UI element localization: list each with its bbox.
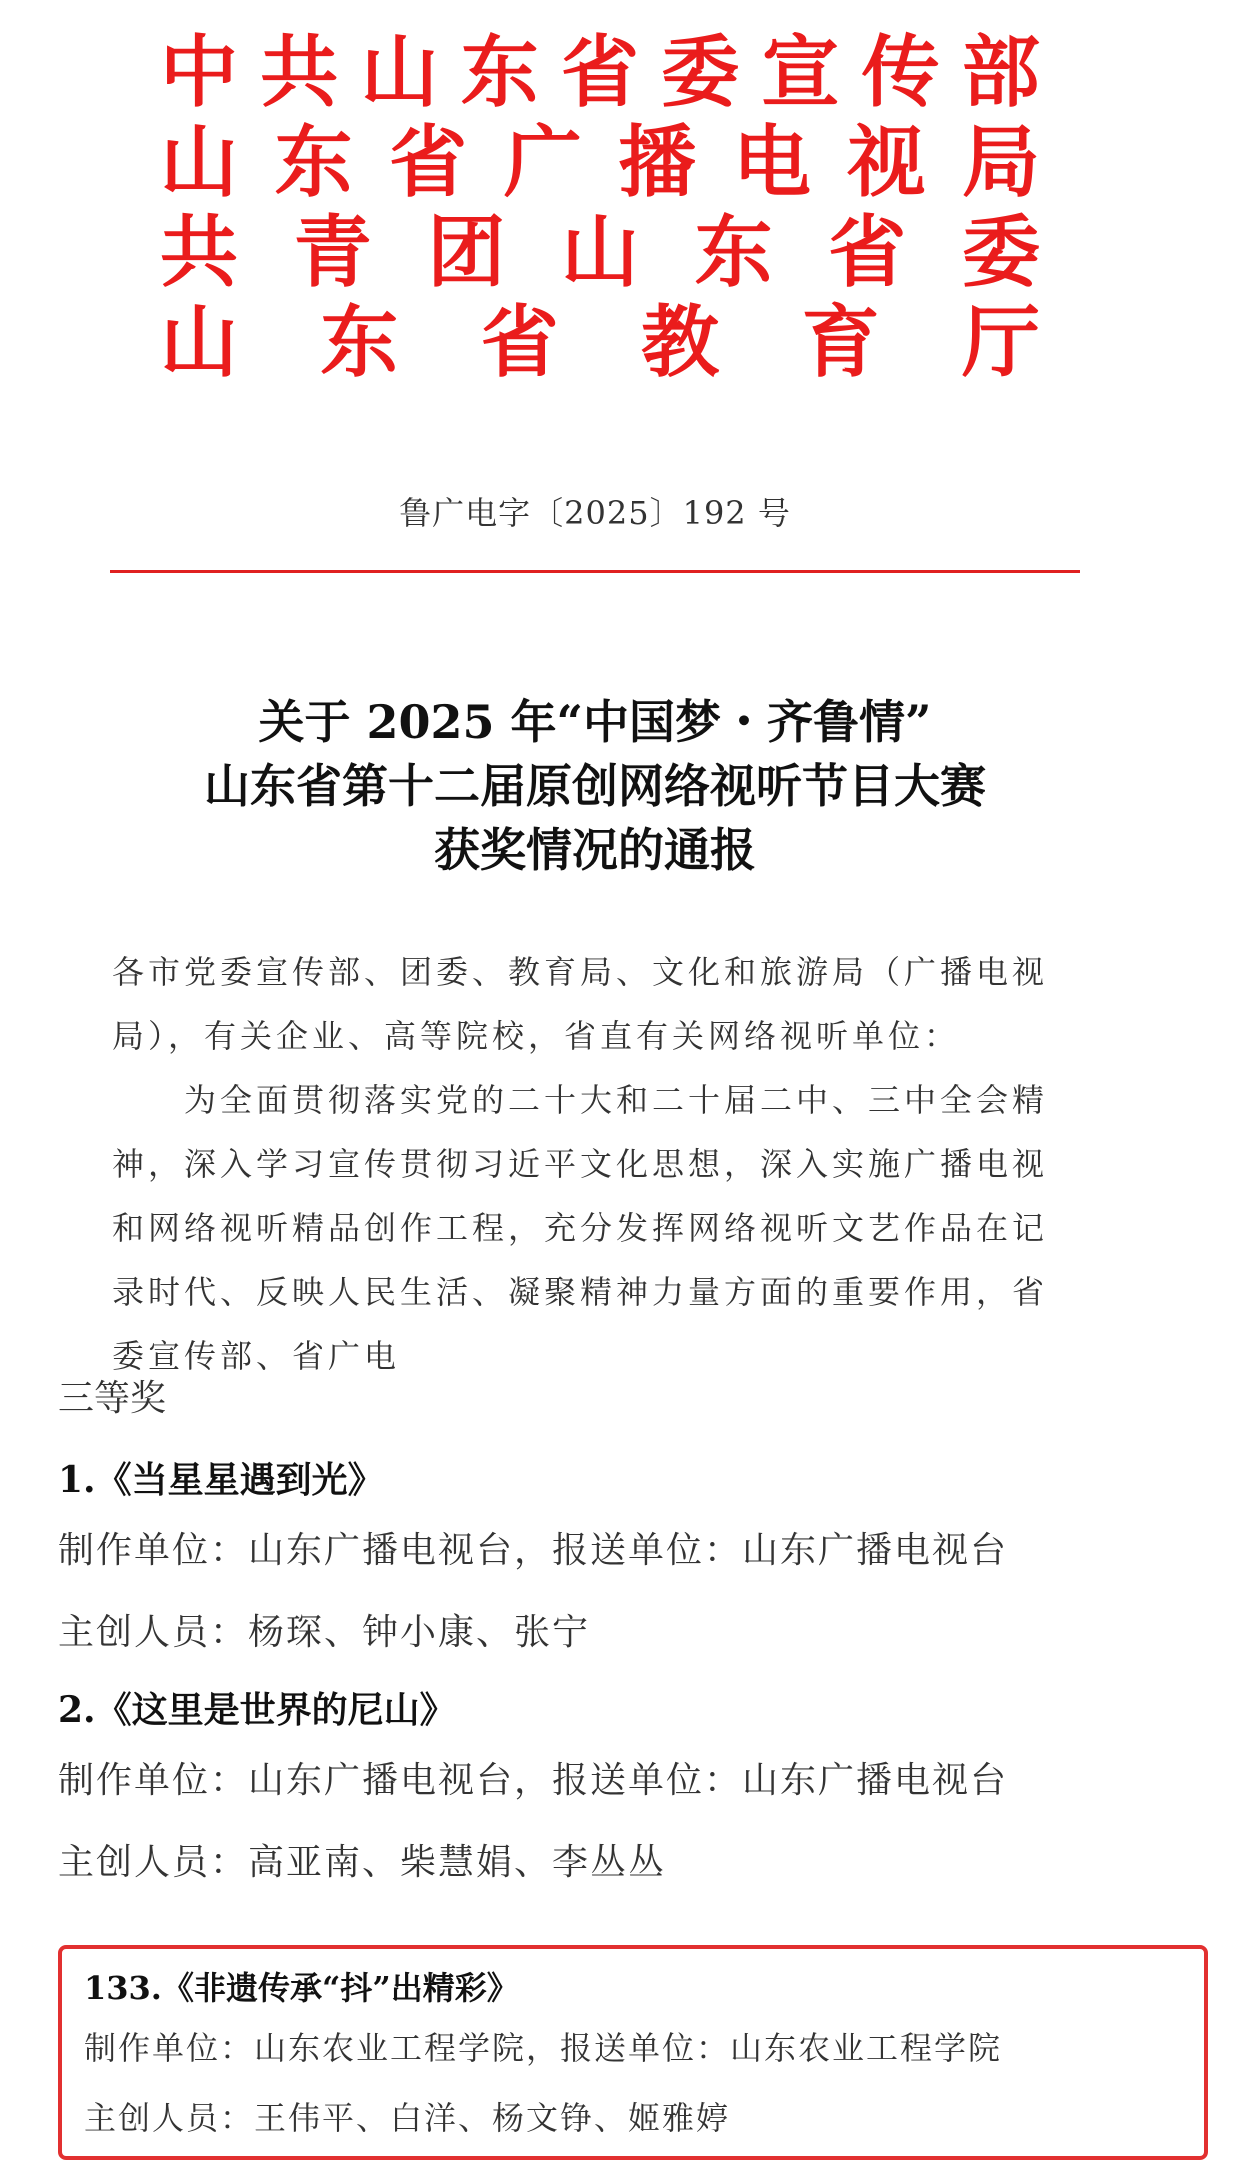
award-producer: 制作单位：山东农业工程学院，报送单位：山东农业工程学院	[84, 2029, 1003, 2067]
issuer-line	[160, 298, 1040, 388]
issuer-char: 山	[160, 298, 239, 388]
issuer-line	[160, 118, 1040, 208]
issuer-char: 省	[828, 208, 907, 298]
issuer-char: 局	[961, 118, 1040, 208]
issuer-char: 东	[274, 118, 353, 208]
issuer-char: 省	[480, 298, 559, 388]
title-line: 关于 2025 年“中国梦・齐鲁情”	[258, 695, 932, 749]
issuer-char: 播	[618, 118, 697, 208]
issuer-line	[160, 28, 1040, 118]
award-producer: 制作单位：山东广播电视台，报送单位：山东广播电视台	[58, 1760, 1009, 1801]
title-line: 山东省第十二届原创网络视听节目大赛	[204, 759, 986, 813]
award-title: 1.《当星星遇到光》	[58, 1459, 384, 1501]
award-creators: 主创人员：王伟平、白洋、杨文铮、姬雅婷	[84, 2099, 731, 2137]
issuer-char: 东	[460, 28, 539, 118]
issuer-char: 部	[961, 28, 1040, 118]
issuer-char: 传	[861, 28, 940, 118]
issuer-char: 青	[293, 208, 372, 298]
issuer-char: 省	[389, 118, 468, 208]
document-title	[0, 690, 1190, 882]
award-creators: 主创人员：高亚南、柴慧娟、李丛丛	[58, 1842, 667, 1883]
issuer-char: 省	[560, 28, 639, 118]
issuer-char: 共	[260, 28, 339, 118]
issuer-char: 宣	[761, 28, 840, 118]
issuer-char: 电	[732, 118, 811, 208]
issuer-char: 东	[694, 208, 773, 298]
issuer-char: 山	[360, 28, 439, 118]
document-number: 鲁广电字〔2025〕192 号	[399, 494, 791, 532]
issuer-char: 东	[320, 298, 399, 388]
award-entry	[58, 1680, 1178, 1904]
issuer-char: 共	[160, 208, 239, 298]
issuer-char: 视	[847, 118, 926, 208]
issuer-char: 中	[160, 28, 239, 118]
recipients-paragraph: 各市党委宣传部、团委、教育局、文化和旅游局（广播电视局），有关企业、高等院校，省直有关网络视听单位：	[112, 953, 1049, 1055]
award-creators: 主创人员：杨琛、钟小康、张宁	[58, 1612, 591, 1653]
issuer-char: 委	[961, 208, 1040, 298]
issuer-char: 育	[801, 298, 880, 388]
issuer-line	[160, 208, 1040, 298]
issuer-char: 教	[641, 298, 720, 388]
section-title: 三等奖	[58, 1378, 167, 1419]
issuer-char: 山	[160, 118, 239, 208]
issuer-char: 厅	[961, 298, 1040, 388]
body-paragraph: 为全面贯彻落实党的二十大和二十届二中、三中全会精神，深入学习宣传贯彻习近平文化思想，深入实施广播电视和网络视听精品创作工程，充分发挥网络视听文艺作品在记录时代、反映人民生活、凝聚精神力量方面的重要作用，省委宣传部、省广电	[112, 1081, 1049, 1375]
highlighted-award-box	[58, 1945, 1208, 2160]
issuer-header	[160, 28, 1040, 388]
award-title: 2.《这里是世界的尼山》	[58, 1689, 456, 1731]
issuer-char: 委	[661, 28, 740, 118]
award-title: 133.《非遗传承“抖”出精彩》	[84, 1969, 519, 2007]
red-divider	[110, 570, 1080, 573]
award-producer: 制作单位：山东广播电视台，报送单位：山东广播电视台	[58, 1530, 1009, 1571]
award-entry	[58, 1450, 1178, 1674]
issuer-char: 广	[503, 118, 582, 208]
issuer-char: 团	[427, 208, 506, 298]
title-line: 获奖情况的通报	[434, 823, 756, 877]
issuer-char: 山	[560, 208, 639, 298]
